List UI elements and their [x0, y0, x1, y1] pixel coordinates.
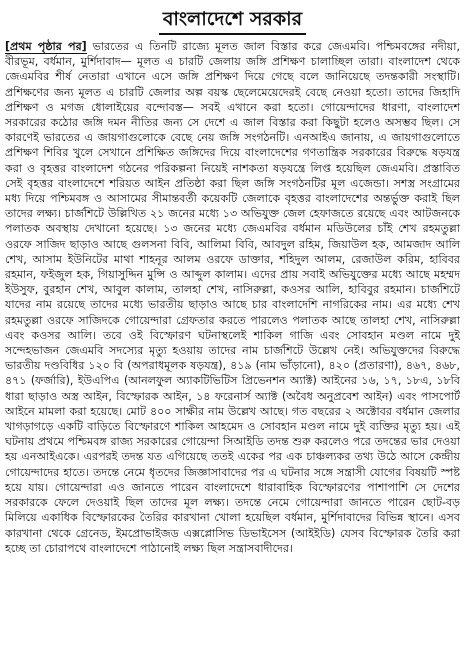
- continuation-lead: [প্রথম পৃষ্ঠার পর]: [5, 40, 87, 53]
- article-text: ভারতের এ তিনটি রাজ্যে মূলত জাল বিস্তার করে জেএমবি। পশ্চিমবঙ্গের নদীয়া, বীরভূম, বর্ধমান, মুর্শিদাবাদ— মূলত এ চারটি জেলায় জঙ্গি প্রশিক্ষণ চালাচ্ছিল তারা। বাংলাদেশ থেকে জেএমবির শীর্ষ নেতারা এখানে এসে জঙ্গি প্রশিক্ষণ দিয়ে গেছে বলে জানিয়েছে তদন্তকারী সংস্থাটি। প্রশিক্ষণের জন্য মূলত এ চারটি জেলার অল্প বয়স্ক ছেলেমেয়েদেরই বেছে নেওয়া হতো। তাদের জিহাদি প্রশিক্ষণ ও মগজ ধোলাইয়ের বন্দোবস্ত— সবই এখানে করা হতো। গোয়েন্দাদের ধারণা, বাংলাদেশ সরকারের কঠোর জঙ্গি দমন নীতির জন্য সে দেশে এ জাল বিস্তার করা কিছুটা হলেও অসম্ভব ছিল। সে কারণেই ভারতের এ জায়গাগুলোকে বেছে নেয় জঙ্গি সংগঠনটি। এনআইএ জানায়, এ জায়গাগুলোতে প্রশিক্ষণ শিবির খুলে সেখানে প্রশিক্ষিত জঙ্গিদের দিয়ে বাংলাদেশের গণতান্ত্রিক সরকারের বিরুদ্ধে ষড়যন্ত্র করা ও বৃহত্তর বাংলাদেশ গঠনের পরিকল্পনা নিয়েই নাশকতা ষড়যন্ত্রে লিপ্ত হয়েছিল জেএমবি। প্রস্তাবিত সেই বৃহত্তর বাংলাদেশে শরিয়ত আইন প্রতিষ্ঠা করা ছিল জঙ্গি সংগঠনটির মূল এজেন্ডা। সশস্ত্র সংগ্রামের মধ্য দিয়ে পশ্চিমবঙ্গ ও আসামের সীমান্তবর্তী কয়েকটি জেলাকে বৃহত্তর বাংলাদেশের অন্তর্ভুক্ত করাই ছিল তাদের লক্ষ্য। চার্জশিটে উল্লিখিত ২১ জনের মধ্যে ১৩ অভিযুক্ত জেল হেফাজতে রয়েছে এবং আটজনকে পলাতক অবস্থায় দেখানো হয়েছে। ১৩ জনের মধ্যে জেএমবির বর্ধমান মডিউলের চাঁই শেখ রহমতুল্লা ওরফে সাজিদ ছাড়াও আছে গুলসনা বিবি, আলিমা বিবি, আবদুল রহিম, জিয়াউল হক, আমজাদ আলি শেখ, আসাম ইউনিটের মাথা শাহনূর আলম ওরফে ডাক্তার, শহিদুল আলম, রেজাউল করিম, হাবিবর রহমান, ফইজুল হক, গিয়াসুদ্দিন মুন্সি ও আব্দুল কালাম। এদের প্রায় সবাই অভিযুক্তের মধ্যে আছে মহম্মদ ইউসুফ, বুরহান শেখ, আবুল কালাম, তালহা শেখ, নাসিরুল্লা, কওসর আলি, হাবিবুর রহমান। চার্জশিটে যাদের নাম রয়েছে তাদের মধ্যে ভারতীয় ছাড়াও আছে চার বাংলাদেশি নাগরিকের নাম। এর মধ্যে শেখ রহমতুল্লা ওরফে সাজিদকে গোয়েন্দারা গ্রেফতার করতে পারলেও পলাতক আছে তালহা শেখ, নাসিরুল্লা এবং কওসর আলি। তবে ওই বিস্ফোরণ ঘটনাস্থলেই শাকিল গাজি এবং সোবহান মণ্ডল নামে দুই সন্দেহভাজন জেএমবি সদস্যের মৃত্যু হওয়ায় তাদের নাম চার্জশিটে উল্লেখ নেই। অভিযুক্তদের বিরুদ্ধে ভারতীয় দণ্ডবিধির ১২০ বি (অপরাধমূলক ষড়যন্ত্র), ৪১৯ (নাম ভাঁড়ানো), ৪২০ (প্রতারণা), ৪৬৭, ৪৬৮, ৪৭১ (ফর্জারি), ইউএপিএ (আনলফুল অ্যাকটিভিটিস প্রিভেনশন অ্যাক্ট) আইনের ১৬, ১৭, ১৮এ, ১৮বি ধারা ছাড়াও অস্ত্র আইন, বিস্ফোরক আইন, ১৪ ফরেনার্স অ্যাক্ট (অবৈধ অনুপ্রবেশ আইন) এবং পাসপোর্ট আইনে মামলা করা হয়েছে। মোট ৪০০ সাক্ষীর নাম উল্লেখ আছে। গত বছরের ২ অক্টোবর বর্ধমান জেলার খাগড়াগড়ে একটি বাড়িতে বিস্ফোরণে শাকিল আহমেদ ও সোবহান মণ্ডল নামে দুই ব্যক্তির মৃত্যু হয়। এই ঘটনায় প্রথমে পশ্চিমবঙ্গ রাজ্য সরকারের গোয়েন্দা সিআইডি তদন্ত শুরু করলেও পরে তদন্তের ভার দেওয়া হয় এনআইএকে। এরপরই তদন্ত যত এগিয়েছে ততই একের পর এক চাঞ্চল্যকর তথ্য উঠে আসে কেন্দ্রীয় গোয়েন্দাদের হাতে। তদন্তে নেমে ধৃতদের জিজ্ঞাসাবাদের পর এ ঘটনার সঙ্গে সন্ত্রাসী যোগের বিষয়টি স্পষ্ট হয়ে যায়। গোয়েন্দারা এও জানতে পারেন বাংলাদেশে ধারাবাহিক বিস্ফোরণের পাশাপাশি সে দেশের সরকারকে ফেলে দেওয়াই ছিল তাদের মূল লক্ষ্য। তদন্তে নেমে গোয়েন্দারা জানতে পারেন ছোট-বড় মিলিয়ে একাধিক বিস্ফোরকের তৈরির কারখানা খোলা হয়েছিল বর্ধমান, মুর্শিদাবাদের বিভিন্ন স্থানে। এসব কারখানা থেকে গ্রেনেড, ইমপ্রোভাইজড এক্সপ্লোসিভ ডিভাইসেস (আইইডি) যেসব বিস্ফোরক তৈরি করা হচ্ছে তা চোরাপথে বাংলাদেশে পাঠানোই লক্ষ্য ছিল সন্ত্রাসবাদীদের।: [5, 40, 461, 555]
- article-headline: বাংলাদেশে সরকার: [159, 6, 306, 35]
- headline-container: [5, 6, 460, 35]
- article-body: [5, 39, 460, 556]
